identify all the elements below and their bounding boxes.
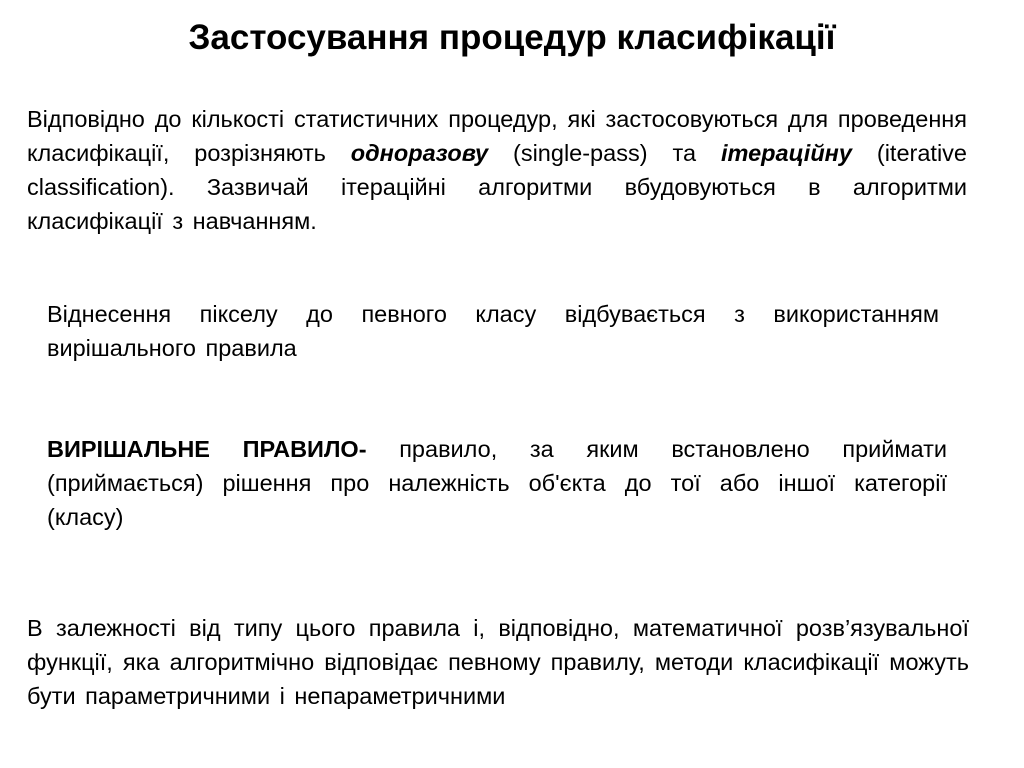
paragraph-text: (iterative classification). Зазвичай ітераційні алгоритми вбудовуються в алгоритми класифікації з навчанням. (27, 140, 967, 234)
paragraph-classification-methods: В залежності від типу цього правила і, відповідно, математичної розв’язувальної функції, яка алгоритмічно відповідає певному правилу, методи класифікації можуть бути параметричними і непараметричними (27, 615, 969, 709)
paragraph-pixel-assignment: Віднесення пікселу до певного класу відбувається з використанням вирішального правила (47, 301, 939, 361)
term-iterative: ітераційну (721, 140, 852, 166)
term-single-pass: одноразову (350, 140, 489, 166)
slide-title: Застосування процедур класифікації (188, 18, 836, 57)
paragraph-text: (single-pass) та (488, 140, 721, 166)
paragraph-text: правило, за яким встановлено приймати (приймається) рішення про належність об'єкта до тої або іншої категорії (класу) (47, 436, 947, 530)
paragraph-text: Відповідно до кількості статистичних процедур, які застосовуються для проведення класифікації, розрізняють (27, 106, 967, 166)
paragraph-procedure-types (27, 102, 967, 238)
paragraph-decision-rule (47, 432, 947, 534)
term-decision-rule: ВИРІШАЛЬНЕ ПРАВИЛО- (47, 436, 367, 462)
